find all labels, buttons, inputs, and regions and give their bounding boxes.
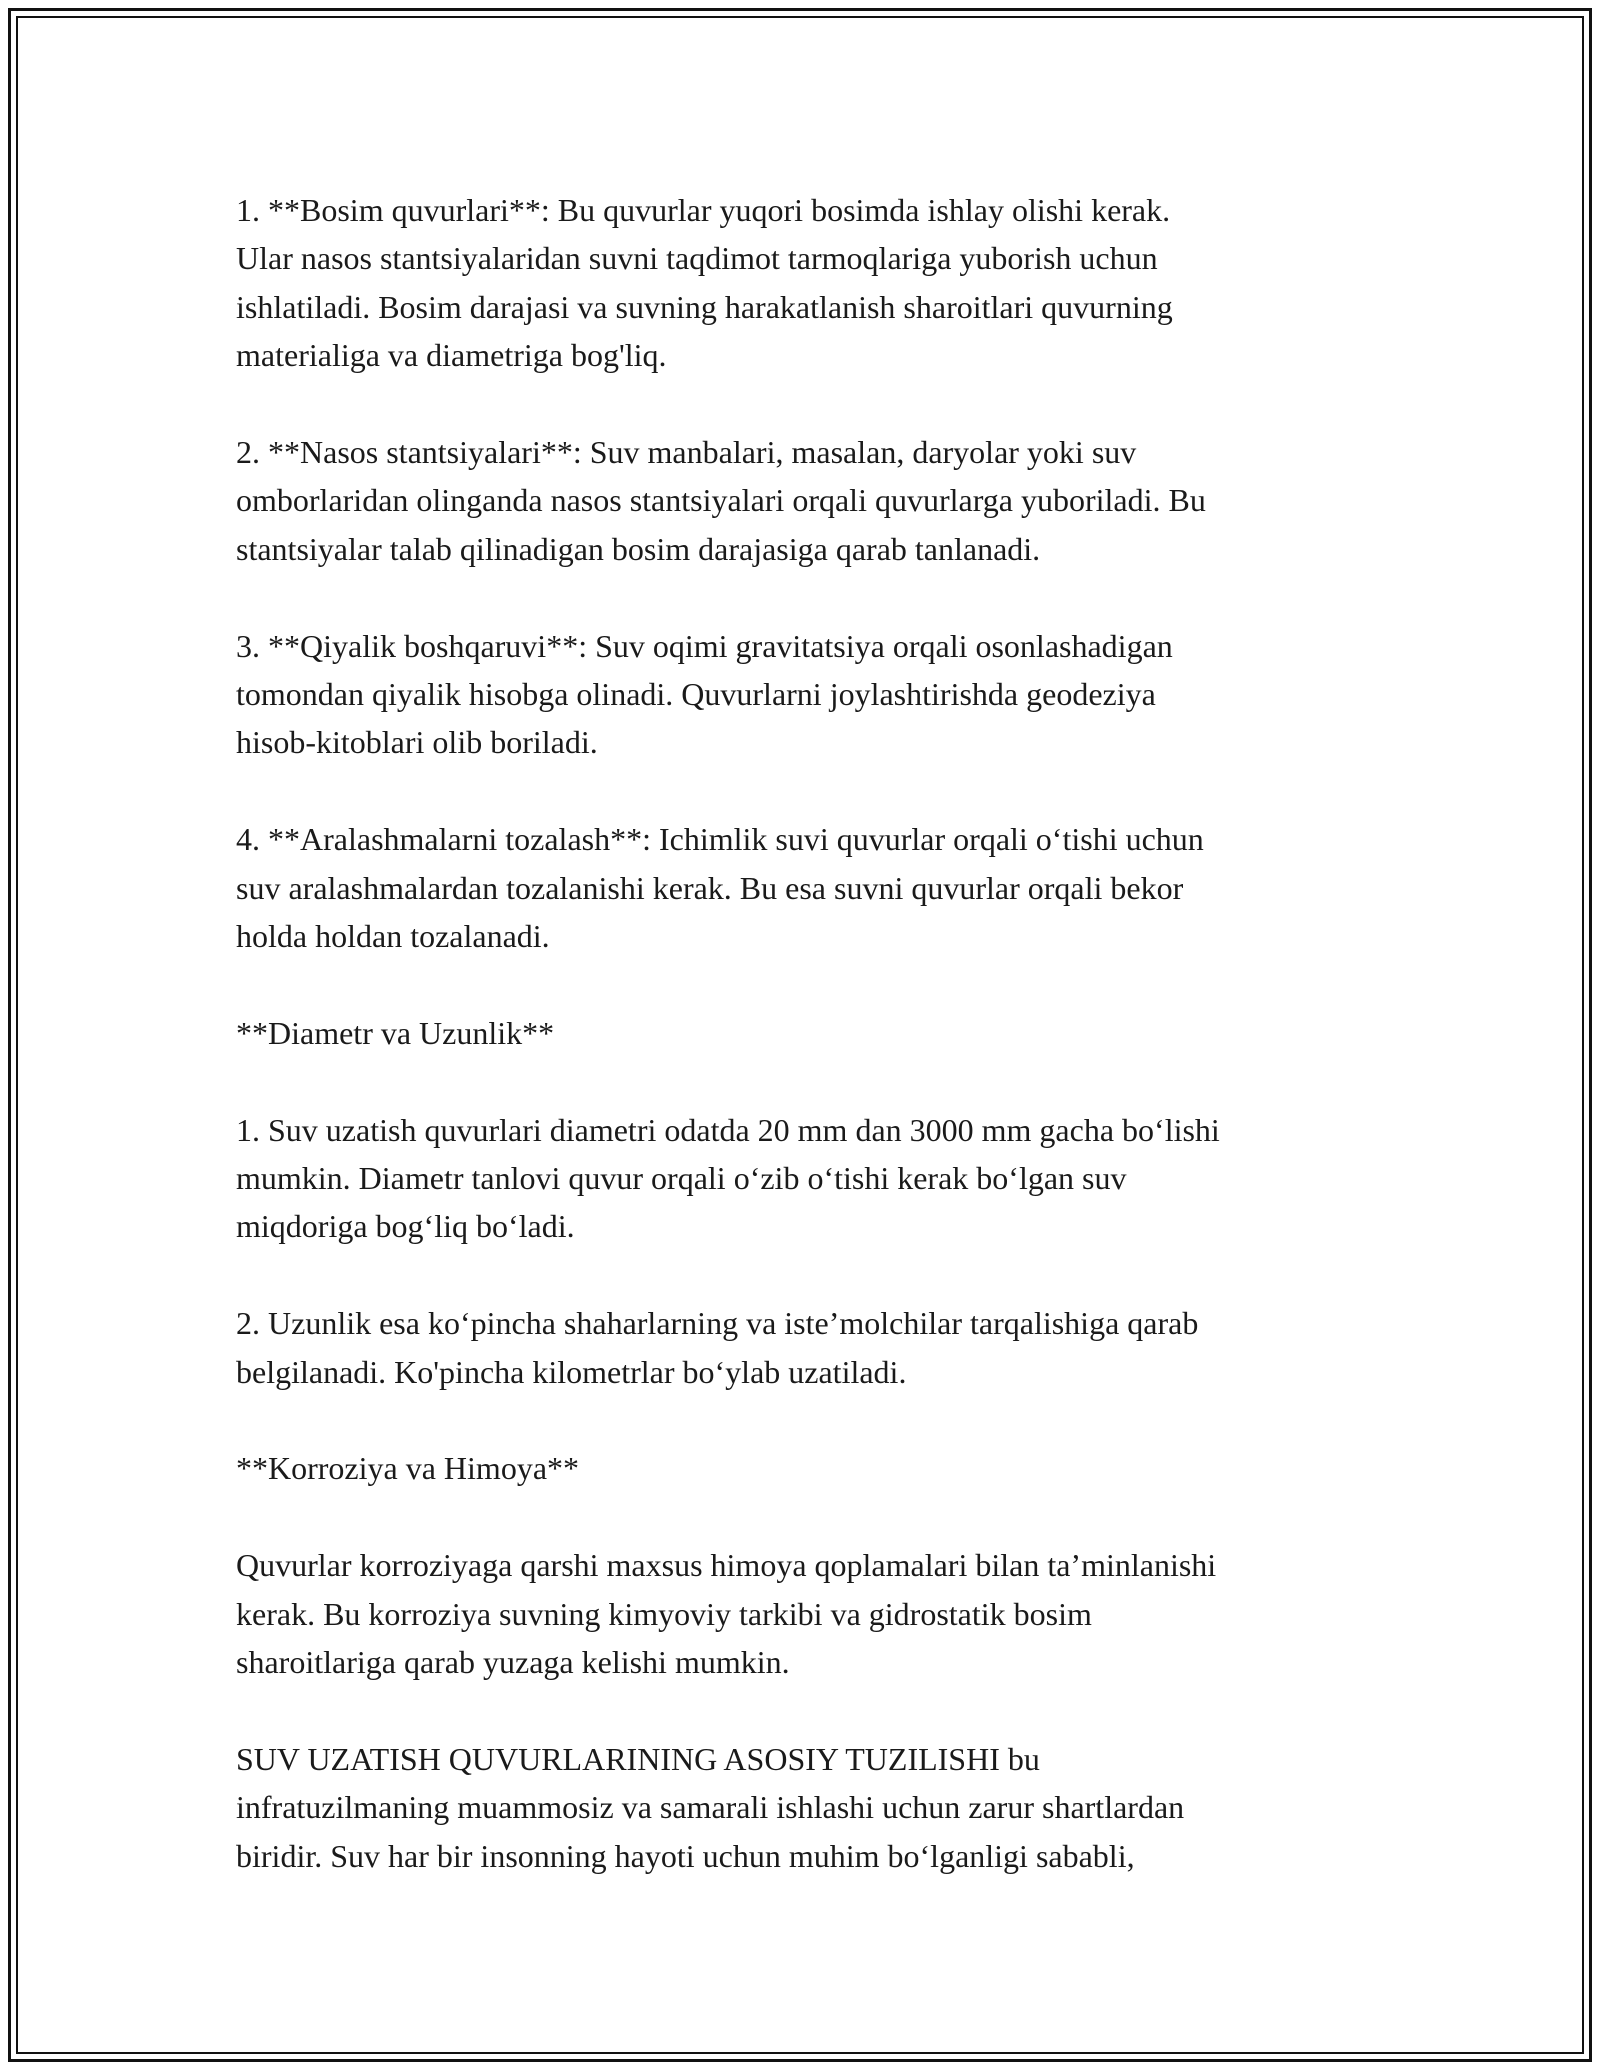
paragraph-bosim-quvurlari: 1. **Bosim quvurlari**: Bu quvurlar yuqori bosimda ishlay olishi kerak. Ular nasos stantsiyalaridan suvni taqdimot tarmoqlariga yuborish uchun ishlatiladi. Bosim darajasi va suvning harakatlanish sharoitlari quvurning materialiga va diametriga bog'liq. [236, 192, 1173, 374]
heading-diametr-va-uzunlik: **Diametr va Uzunlik** [236, 1014, 555, 1051]
paragraph-nasos-stantsiyalari: 2. **Nasos stantsiyalari**: Suv manbalari, masalan, daryolar yoki suv omborlaridan olinganda nasos stantsiyalari orqali quvurlarga yuboriladi. Bu stantsiyalar talab qilinadigan bosim darajasiga qarab tanlanadi. [236, 434, 1206, 567]
paragraph-asosiy-tuzilishi: SUV UZATISH QUVURLARINING ASOSIY TUZILISHI bu infratuzilmaning muammosiz va samarali ishlashi uchun zarur shartlardan biridir. Suv har bir insonning hayoti uchun muhim bo‘lganligi sababli, [236, 1740, 1185, 1874]
paragraph-uzunlik: 2. Uzunlik esa ko‘pincha shaharlarning va iste’molchilar tarqalishiga qarab belgilanadi. Ko'pincha kilometrlar bo‘ylab uzatiladi. [236, 1305, 1199, 1390]
paragraph-aralashmalarni-tozalash: 4. **Aralashmalarni tozalash**: Ichimlik suvi quvurlar orqali o‘tishi uchun suv aralashmalardan tozalanishi kerak. Bu esa suvni quvurlar orqali bekor holda holdan tozalanadi. [236, 821, 1204, 955]
paragraph-korroziya: Quvurlar korroziyaga qarshi maxsus himoya qoplamalari bilan ta’minlanishi kerak. Bu korroziya suvning kimyoviy tarkibi va gidrostatik bosim sharoitlariga qarab yuzaga kelishi mumkin. [236, 1547, 1217, 1681]
paragraph-diametr: 1. Suv uzatish quvurlari diametri odatda 20 mm dan 3000 mm gacha bo‘lishi mumkin. Diametr tanlovi quvur orqali o‘zib o‘tishi kerak bo‘lgan suv miqdoriga bog‘liq bo‘ladi. [236, 1111, 1220, 1245]
heading-korroziya-va-himoya: **Korroziya va Himoya** [236, 1450, 580, 1487]
paragraph-qiyalik-boshqaruvi: 3. **Qiyalik boshqaruvi**: Suv oqimi gravitatsiya orqali osonlashadigan tomondan qiyalik hisobga olinadi. Quvurlarni joylashtirishda geodeziya hisob-kitoblari olib boriladi. [236, 627, 1173, 761]
document-body [236, 186, 1376, 1880]
